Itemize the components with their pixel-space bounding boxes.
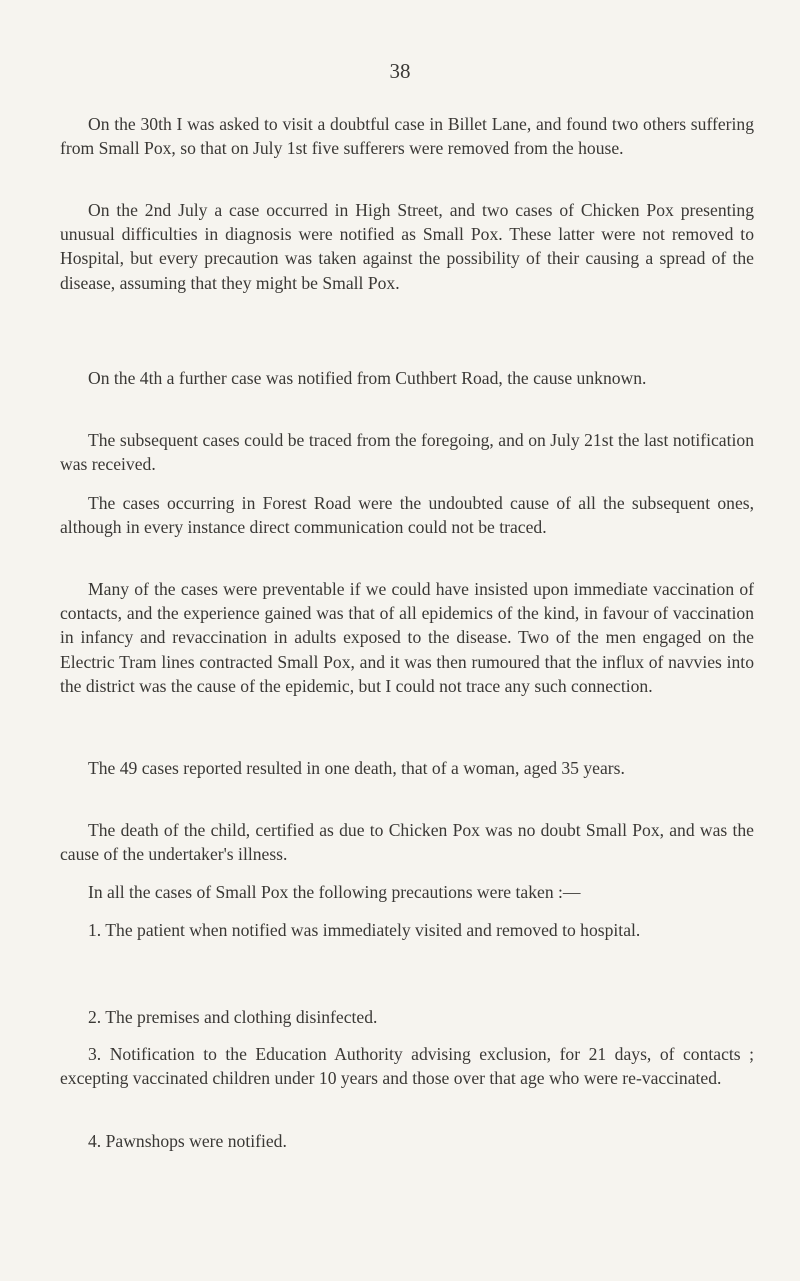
page-number: 38 xyxy=(389,59,411,83)
precaution-item-2: 2. The premises and clothing disinfected. xyxy=(88,1007,378,1027)
precaution-item-4: 4. Pawnshops were notified. xyxy=(88,1131,287,1151)
paragraph-cuthbert-road: On the 4th a further case was notified from Cuthbert Road, the cause unknown. xyxy=(88,368,647,388)
paragraph-billet-lane: On the 30th I was asked to visit a doubtful case in Billet Lane, and found two others suffering from Small Pox, so that on July 1st five sufferers were removed from the house. xyxy=(60,114,754,159)
paragraph-subsequent-cases: The subsequent cases could be traced from the foregoing, and on July 21st the last notification was received. xyxy=(60,430,754,475)
paragraph-child-death: The death of the child, certified as due to Chicken Pox was no doubt Small Pox, and was the cause of the undertaker's illness. xyxy=(60,820,754,865)
paragraph-precautions-intro: In all the cases of Small Pox the following precautions were taken :— xyxy=(88,882,581,902)
paragraph-preventable-cases: Many of the cases were preventable if we could have insisted upon immediate vaccination of contacts, and the experience gained was that of all epidemics of the kind, in favour of vaccination in infancy and revaccination in adults exposed to the disease. Two of the men engaged on the Electric Tram lines contracted Small Pox, and it was then rumoured that the influx of navvies into the district was the cause of the epidemic, but I could not trace any such connection. xyxy=(60,579,754,696)
precaution-item-3: 3. Notification to the Education Authority advising exclusion, for 21 days, of contacts ; excepting vaccinated children under 10 years and those over that age who were re-vaccinated. xyxy=(60,1044,754,1089)
paragraph-death-count: The 49 cases reported resulted in one death, that of a woman, aged 35 years. xyxy=(88,758,625,778)
paragraph-forest-road: The cases occurring in Forest Road were the undoubted cause of all the subsequent ones, although in every instance direct communication could not be traced. xyxy=(60,493,754,538)
paragraph-high-street: On the 2nd July a case occurred in High Street, and two cases of Chicken Pox presenting unusual difficulties in diagnosis were notified as Small Pox. These latter were not removed to Hospital, but every precaution was taken against the possibility of their causing a spread of the disease, assuming that they might be Small Pox. xyxy=(60,200,754,293)
precaution-item-1: 1. The patient when notified was immediately visited and removed to hospital. xyxy=(88,920,641,940)
